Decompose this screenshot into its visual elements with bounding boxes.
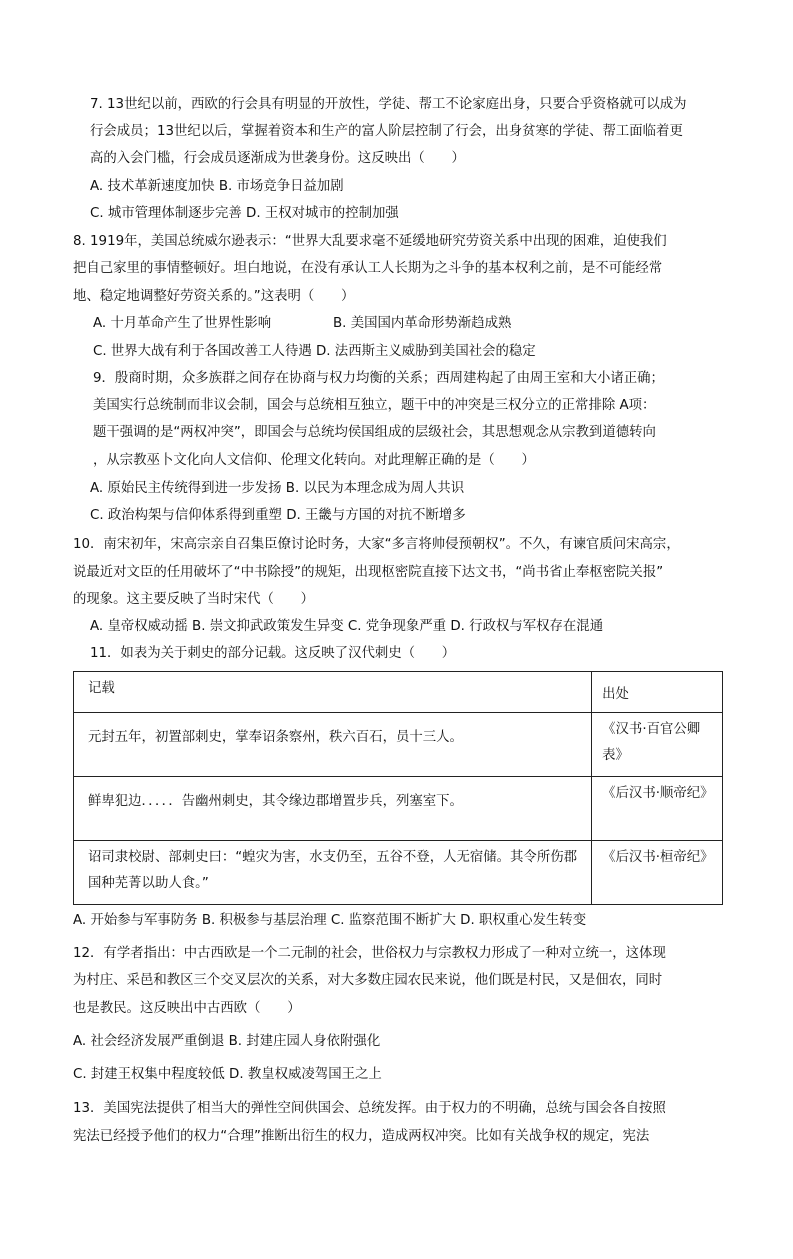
q9-stem-line-4: ，从宗教巫卜文化向人文信仰、伦理文化转向。对此理解正确的是（ ） — [93, 453, 535, 468]
q8-option-a: A. 十月革命产生了世界性影响 — [93, 316, 272, 331]
q11-stem: 11．如表为关于刺史的部分记载。这反映了汉代刺史（ ） — [90, 646, 456, 661]
table-cell-source: 《后汉书·顺帝纪》 — [592, 777, 723, 841]
table-cell-record: 元封五年，初置部刺史，掌奉诏条察州，秩六百石，员十三人。 — [74, 713, 592, 777]
q7-stem-line-3: 高的入会门槛，行会成员逐渐成为世袭身份。这反映出（ ） — [90, 151, 465, 166]
q13-stem-line-1: 13．美国宪法提供了相当大的弹性空间供国会、总统发挥。由于权力的不明确，总统与国会各自按照 — [73, 1101, 666, 1116]
q8-stem-line-3: 地、稳定地调整好劳资关系的。”这表明（ ） — [73, 289, 355, 304]
q9-option-line-1: A. 原始民主传统得到进一步发扬 B. 以民为本理念成为周人共识 — [90, 481, 465, 496]
table-header-source: 出处 — [592, 672, 723, 713]
q9-stem-line-3: 题干强调的是“两权冲突”，即国会与总统均侯国组成的层级社会，其思想观念从宗教到道德转向 — [93, 425, 656, 440]
q9-stem-line-2: 美国实行总统制而非议会制，国会与总统相互独立，题干中的冲突是三权分立的正常排除 A项： — [93, 398, 656, 413]
table-row — [74, 713, 723, 777]
q8-option-b: B. 美国国内革命形势渐趋成熟 — [333, 316, 512, 331]
q12-option-line-2: C. 封建王权集中程度较低 D. 教皇权威凌驾国王之上 — [73, 1067, 382, 1082]
q12-stem-line-1: 12．有学者指出：中古西欧是一个二元制的社会，世俗权力与宗教权力形成了一种对立统一，这体现 — [73, 946, 666, 961]
table-cell-record: 诏司隶校尉、部刺史曰：“蝗灾为害，水支仍至，五谷不登，人无宿储。其令所伤郡国种芜菁以助人食。” — [74, 841, 592, 905]
q7-option-line-2: C. 城市管理体制逐步完善 D. 王权对城市的控制加强 — [90, 206, 399, 221]
q12-stem-line-2: 为村庄、采邑和教区三个交叉层次的关系，对大多数庄园农民来说，他们既是村民，又是佃农，同时 — [73, 973, 663, 988]
q9-stem-line-1: 9．殷商时期，众多族群之间存在协商与权力均衡的关系；西周建构起了由周王室和大小诸正确； — [93, 371, 664, 386]
table-row — [74, 777, 723, 841]
q10-option-line-1: A. 皇帝权威动摇 B. 崇文抑武政策发生异变 C. 党争现象严重 D. 行政权与军权存在混通 — [90, 619, 604, 634]
q9-option-line-2: C. 政治构架与信仰体系得到重塑 D. 王畿与方国的对抗不断增多 — [90, 508, 466, 523]
q12-option-line-1: A. 社会经济发展严重倒退 B. 封建庄园人身依附强化 — [73, 1034, 381, 1049]
q10-stem-line-2: 说最近对文臣的任用破坏了“中书除授”的规矩，出现枢密院直接下达文书，“尚书省止奉枢密院关报” — [73, 565, 664, 580]
table-row — [74, 841, 723, 905]
q8-option-line-2: C. 世界大战有利于各国改善工人待遇 D. 法西斯主义威胁到美国社会的稳定 — [93, 344, 536, 359]
table-header-record: 记载 — [74, 672, 592, 713]
q7-option-line-1: A. 技术革新速度加快 B. 市场竞争日益加剧 — [90, 179, 344, 194]
q12-stem-line-3: 也是教民。这反映出中古西欧（ ） — [73, 1001, 301, 1016]
q10-stem-line-3: 的现象。这主要反映了当时宋代（ ） — [73, 592, 315, 607]
table-cell-source: 《汉书·百官公卿表》 — [592, 713, 723, 777]
q7-stem-line-1: 7. 13世纪以前，西欧的行会具有明显的开放性，学徒、帮工不论家庭出身，只要合乎资格就可以成为 — [90, 97, 687, 112]
records-table — [73, 671, 723, 905]
table-header-row — [74, 672, 723, 713]
q13-stem-line-2: 宪法已经授予他们的权力“合理”推断出衍生的权力，造成两权冲突。比如有关战争权的规定，宪法 — [73, 1129, 650, 1144]
q10-stem-line-1: 10．南宋初年，宋高宗亲自召集臣僚讨论时务，大家“多言将帅侵预朝权”。不久，有谏官质问宋高宗， — [73, 537, 680, 552]
table-cell-record: 鲜卑犯边．．．．．告幽州刺史，其令缘边郡增置步兵，列塞室下。 — [74, 777, 592, 841]
q8-stem-line-1: 8. 1919年，美国总统威尔逊表示：“世界大乱要求毫不延缓地研究劳资关系中出现的困难，迫使我们 — [73, 234, 667, 249]
q11-option-line-1: A. 开始参与军事防务 B. 积极参与基层治理 C. 监察范围不断扩大 D. 职权重心发生转变 — [73, 913, 587, 928]
q8-stem-line-2: 把自己家里的事情整顿好。坦白地说，在没有承认工人长期为之斗争的基本权利之前，是不可能经常 — [73, 261, 663, 276]
table-cell-source: 《后汉书·桓帝纪》 — [592, 841, 723, 905]
q7-stem-line-2: 行会成员；13世纪以后，掌握着资本和生产的富人阶层控制了行会，出身贫寒的学徒、帮工面临着更 — [90, 124, 683, 139]
